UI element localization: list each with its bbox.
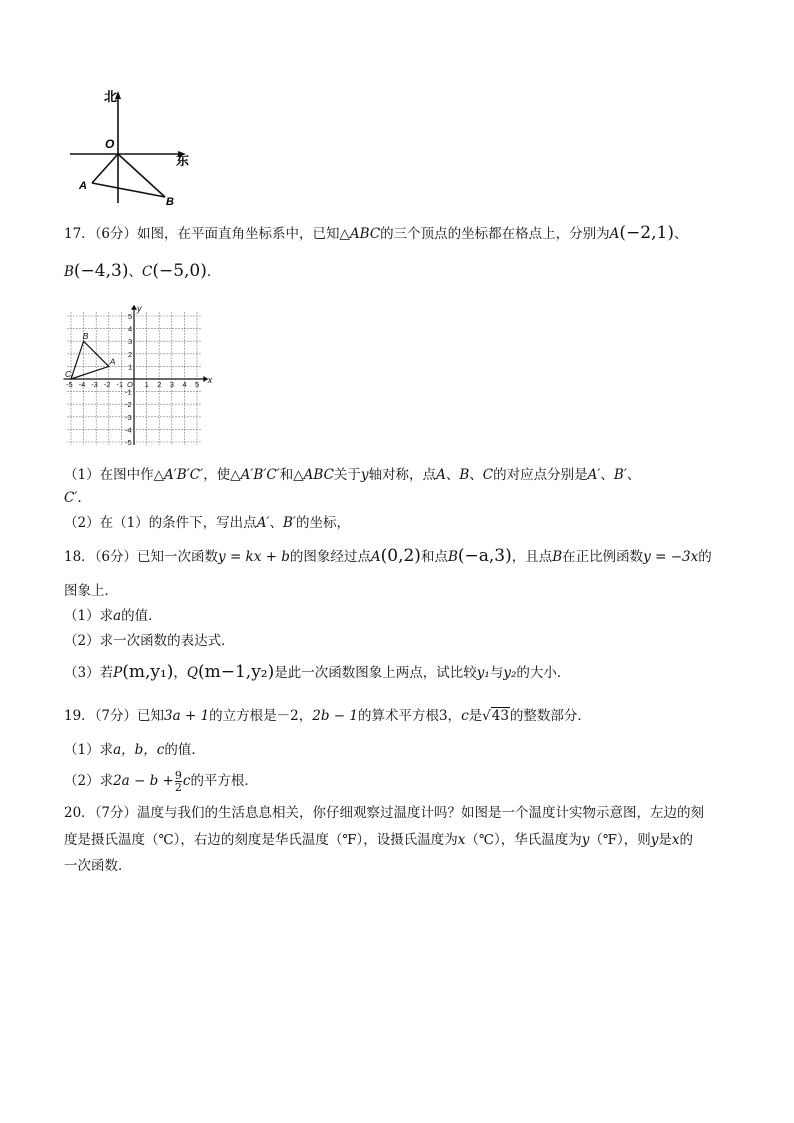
q17-d4: 、 (626, 467, 641, 483)
q18-p3d: 与 (489, 665, 504, 681)
x-tick-label: 3 (169, 380, 174, 389)
q20-l2a: 度是摄氏温度（℃），右边的刻度是华氏温度（℉），设摄氏温度为 (64, 832, 458, 848)
point-a-label: A (109, 356, 116, 367)
sqrt-sign-icon: √ (482, 708, 491, 724)
q18-line2 (64, 581, 118, 601)
q19-p2: （2）求 (64, 773, 114, 789)
q20-x2: x (671, 832, 680, 848)
y-tick-label: -1 (125, 387, 132, 397)
q18-B2: B (552, 549, 563, 565)
q17-p2b: 的坐标， (296, 515, 351, 531)
q18-t4: ，且点 (511, 549, 553, 565)
q18-a: a (113, 608, 122, 624)
q17-number: 17． (64, 226, 95, 242)
origin-label: O (127, 380, 133, 389)
q20-line1 (64, 803, 704, 823)
q18-t7: 图象上． (64, 583, 118, 599)
q18-A: A (370, 549, 381, 565)
q19-rad: 43 (491, 708, 509, 724)
q18-fn: y = kx + b (218, 549, 290, 565)
y-tick-label: 3 (128, 337, 133, 347)
q20-l2d: 是 (658, 832, 672, 848)
q18-t1: 已知一次函数 (137, 549, 219, 565)
q17-pA3: A′ (256, 515, 270, 531)
q19-part1 (64, 740, 205, 760)
q17-d3: 、 (600, 467, 614, 483)
triangle-abc (71, 341, 109, 379)
q19-c: c (461, 708, 469, 724)
x-tick-label: 1 (144, 380, 149, 389)
x-tick-label: -3 (91, 380, 98, 389)
q17-yaxis: y (360, 467, 369, 483)
y-tick-label: -5 (125, 438, 132, 445)
q18-cB: (−a,3) (457, 546, 512, 566)
q17-coordC: (−5,0) (152, 261, 207, 281)
q17-part2 (64, 513, 350, 533)
q18-cA: (0,2) (380, 546, 421, 566)
q18-cQ: (m−1,y₂) (197, 662, 275, 682)
q20-line3 (64, 856, 132, 876)
q19-line1 (64, 706, 591, 726)
compass-figure (60, 85, 200, 210)
q19-p2b: 的平方根． (190, 773, 258, 789)
q18-part3 (64, 662, 570, 683)
x-axis-label: x (207, 375, 213, 385)
q19-e3: 2a − b + (113, 773, 174, 789)
q18-p3e: 的大小． (516, 665, 571, 681)
q17-pA2: A′ (587, 467, 601, 483)
q19-vars: a，b，c (113, 742, 165, 758)
q19-t5: 的整数部分． (509, 708, 591, 724)
q17-d2: 、 (469, 467, 483, 483)
x-tick-label: 5 (195, 380, 200, 389)
q17-tri2: A′B′C′ (240, 467, 280, 483)
q18-y2: y₂ (503, 665, 517, 681)
q19-t2: 的立方根是－2， (209, 708, 313, 724)
q17-pC: C (482, 467, 494, 483)
q20-x: x (457, 832, 466, 848)
x-tick-label: 4 (182, 380, 187, 389)
q17-p1c: 和△ (279, 467, 304, 483)
q18-t5: 在正比例函数 (562, 549, 644, 565)
origin-label: O (105, 137, 115, 151)
q18-P: P (113, 665, 123, 681)
q18-p2: （2）求一次函数的表达式． (64, 633, 235, 649)
q17-A: A (609, 226, 620, 242)
coordinate-grid-figure (60, 303, 220, 445)
q17-p2a: （2）在（1）的条件下，写出点 (64, 515, 257, 531)
q19-e2: 2b − 1 (312, 708, 358, 724)
q17-coordB: (−4,3) (73, 261, 129, 281)
q20-l2b: （℃），华氏温度为 (465, 832, 582, 848)
q17-p1f: 的对应点分别是 (493, 467, 588, 483)
y-tick-label: 2 (128, 349, 133, 359)
q18-p1b: 的值． (121, 608, 162, 624)
q17-pB2: B′ (613, 467, 627, 483)
q17-coordA: (−2,1) (619, 223, 674, 243)
q20-score: （7分） (94, 805, 138, 821)
q17-pC2: C′ (64, 490, 78, 506)
q17-tri1: A′B′C′ (163, 467, 204, 483)
q17-end2: . (77, 490, 82, 506)
q19-part2 (64, 768, 258, 794)
y-axis-label: y (137, 303, 142, 314)
q18-line1 (64, 546, 712, 567)
q18-t3: 和点 (420, 549, 448, 565)
q18-number: 18． (64, 549, 95, 565)
q18-B: B (447, 549, 458, 565)
q18-p3c: 是此一次函数图象上两点，试比较 (274, 665, 477, 681)
q19-fraction (175, 770, 182, 793)
y-tick-label: 1 (128, 362, 133, 372)
q20-y2: y (650, 832, 659, 848)
q18-y1: y₁ (476, 665, 490, 681)
point-b-label: B (166, 196, 174, 208)
x-tick-label: 2 (157, 380, 162, 389)
north-label: 北 (104, 89, 118, 104)
q18-t6: 的 (698, 549, 712, 565)
q17-p1b: ，使△ (203, 467, 241, 483)
q20-l3: 一次函数． (64, 858, 132, 874)
q19-score: （7分） (94, 708, 138, 724)
q17-p1e: 轴对称，点 (368, 467, 437, 483)
x-tick-label: -2 (103, 380, 111, 389)
q18-p1: （1）求 (64, 608, 114, 624)
q19-t4: 是 (468, 708, 483, 724)
q19-num: 9 (174, 769, 182, 782)
q17-line1 (64, 223, 687, 244)
point-b-label: B (82, 331, 89, 342)
y-tick-label: 5 (128, 312, 133, 321)
q17-p1d: 关于 (333, 467, 361, 483)
q18-p3b: ， (173, 665, 187, 681)
q18-p3a: （3）若 (64, 665, 114, 681)
y-tick-label: -4 (125, 425, 132, 435)
q18-cP: (m,y₁) (122, 662, 174, 682)
x-tick-label: -5 (66, 380, 73, 389)
q18-t2: 的图象经过点 (289, 549, 371, 565)
q17-pB3: B′ (283, 515, 297, 531)
east-label: 东 (176, 153, 190, 168)
point-c-label: C (65, 369, 72, 379)
q17-part1-line1 (64, 465, 640, 485)
q19-den: 2 (174, 781, 182, 794)
q18-part2 (64, 631, 235, 651)
q19-e4: c (182, 773, 191, 789)
q17-tri3: ABC (303, 467, 334, 483)
q17-line2 (64, 261, 211, 282)
q17-d1: 、 (445, 467, 460, 483)
q20-l2c: （℉），则 (589, 832, 651, 848)
q17-p1a: （1）在图中作△ (64, 467, 164, 483)
q19-t3: 的算术平方根3， (357, 708, 462, 724)
q17-sep: 、 (673, 226, 688, 242)
q17-pA: A (436, 467, 446, 483)
q18-Q: Q (186, 665, 198, 681)
q19-p1b: 的值． (164, 742, 205, 758)
q18-fn2: y = −3x (643, 549, 699, 565)
q20-number: 20． (64, 805, 95, 821)
x-tick-label: -4 (78, 380, 86, 389)
q17-part1-line2 (64, 488, 82, 508)
q17-B: B (64, 264, 74, 280)
q18-score: （6分） (94, 549, 138, 565)
q17-pB: B (459, 467, 470, 483)
y-tick-label: -3 (125, 412, 132, 422)
y-tick-label: -2 (125, 400, 132, 410)
q19-t1: 已知 (137, 708, 165, 724)
q17-end: . (206, 264, 212, 280)
q19-e1: 3a + 1 (164, 708, 210, 724)
x-tick-label: -1 (116, 380, 124, 389)
q20-l1: 温度与我们的生活息息相关，你仔细观察过温度计吗？如图是一个温度计实物示意图，左边的刻 (137, 805, 705, 821)
q19-p1: （1）求 (64, 742, 114, 758)
q20-y: y (581, 832, 590, 848)
q17-abc: ABC (349, 226, 381, 242)
q20-line2 (64, 830, 693, 850)
point-a-label: A (79, 180, 87, 192)
q17-text1: 如图，在平面直角坐标系中，已知△ (137, 226, 350, 242)
q18-part1 (64, 606, 162, 626)
q17-score: （6分） (94, 226, 138, 242)
q19-number: 19． (64, 708, 95, 724)
q20-l2e: 的 (679, 832, 694, 848)
y-tick-label: 4 (128, 324, 133, 334)
q17-text2: 的三个顶点的坐标都在格点上，分别为 (380, 226, 610, 242)
q17-sep2: 、 (128, 264, 142, 280)
q17-d5: 、 (269, 515, 284, 531)
q17-C: C (141, 264, 153, 280)
